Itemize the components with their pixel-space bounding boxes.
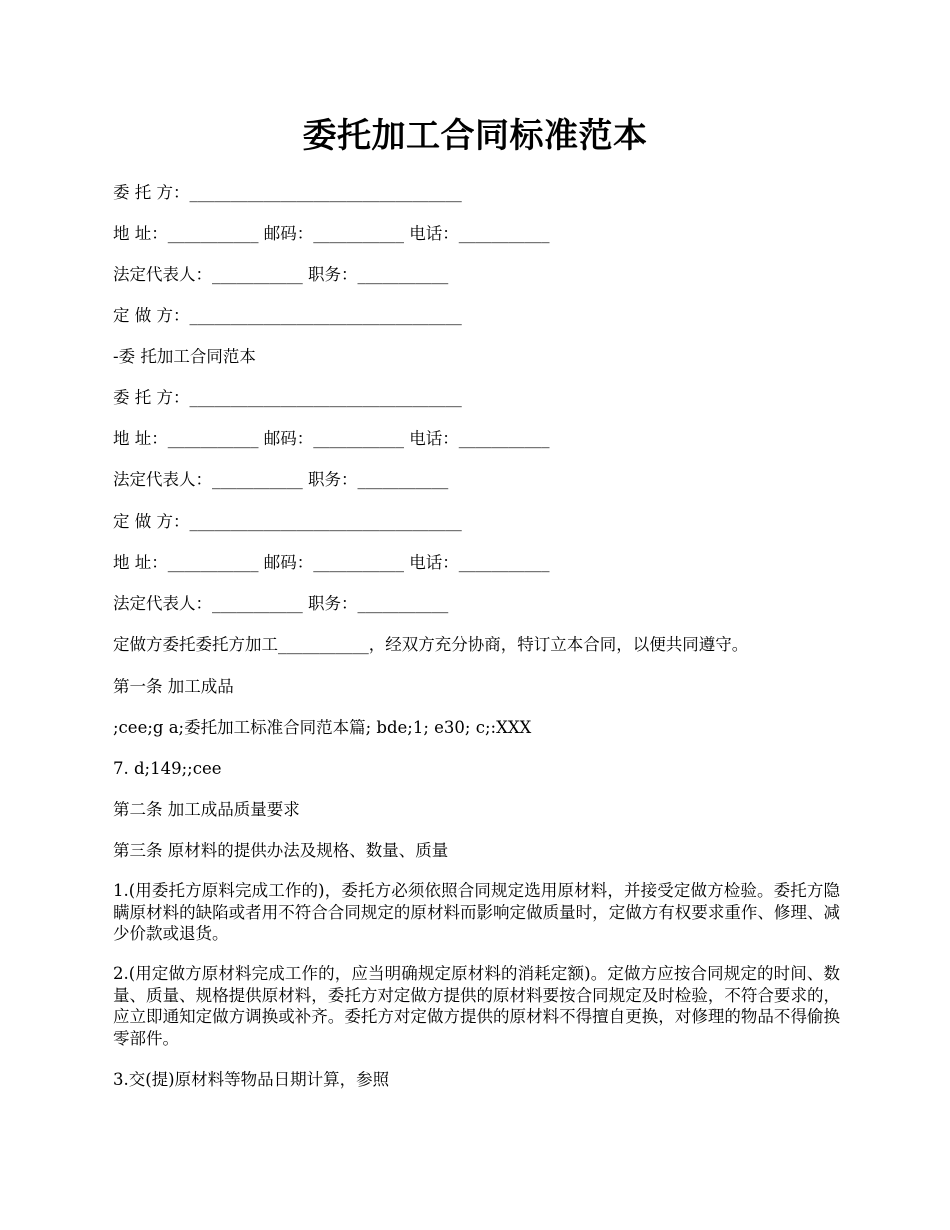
address-postcode-phone-line: 地 址：___________ 邮码：___________ 电话：___________	[113, 553, 550, 572]
legal-representative-line: 法定代表人：___________ 职务：___________	[113, 265, 449, 284]
contractor-party-line: 定 做 方：_________________________________	[113, 512, 462, 531]
legal-representative-line: 法定代表人：___________ 职务：___________	[113, 594, 449, 613]
clause-3-paragraph: 3.交(提)原材料等物品日期计算，参照	[113, 1070, 390, 1089]
section-subtitle: -委 托加工合同范本	[113, 347, 256, 366]
address-postcode-phone-line: 地 址：___________ 邮码：___________ 电话：___________	[113, 429, 550, 448]
entrusting-party-line: 委 托 方：_________________________________	[113, 183, 462, 202]
address-postcode-phone-line: 地 址：___________ 邮码：___________ 电话：___________	[113, 224, 550, 243]
garbled-text-line: 7. d;149;;cee	[113, 759, 222, 778]
clause-1-paragraph: 1.(用委托方原料完成工作的)，委托方必须依照合同规定选用原材料，并接受定做方检验。委托方隐瞒原材料的缺陷或者用不符合合同规定的原材料而影响定做质量时，定做方有权要求重作、修理、减少价款或退货。	[113, 881, 840, 943]
clause-2-paragraph: 2.(用定做方原材料完成工作的，应当明确规定原材料的消耗定额)。定做方应按合同规定的时间、数量、质量、规格提供原材料，委托方对定做方提供的原材料要按合同规定及时检验，不符合要求的，应立即通知定做方调换或补齐。委托方对定做方提供的原材料不得擅自更换，对修理的物品不得偷换零部件。	[113, 964, 840, 1048]
contract-intro-line: 定做方委托委托方加工___________，经双方充分协商，特订立本合同，以便共同遵守。	[113, 635, 749, 654]
article-2-heading: 第二条 加工成品质量要求	[113, 800, 300, 819]
article-1-heading: 第一条 加工成品	[113, 677, 234, 696]
legal-representative-line: 法定代表人：___________ 职务：___________	[113, 470, 449, 489]
article-3-heading: 第三条 原材料的提供办法及规格、数量、质量	[113, 841, 449, 860]
garbled-text-line: ;cee;g a;委托加工标准合同范本篇; bde;1; e30; c;:XXX	[113, 718, 532, 737]
contractor-party-line: 定 做 方：_________________________________	[113, 306, 462, 325]
entrusting-party-line: 委 托 方：_________________________________	[113, 388, 462, 407]
document-title: 委托加工合同标准范本	[302, 116, 648, 156]
